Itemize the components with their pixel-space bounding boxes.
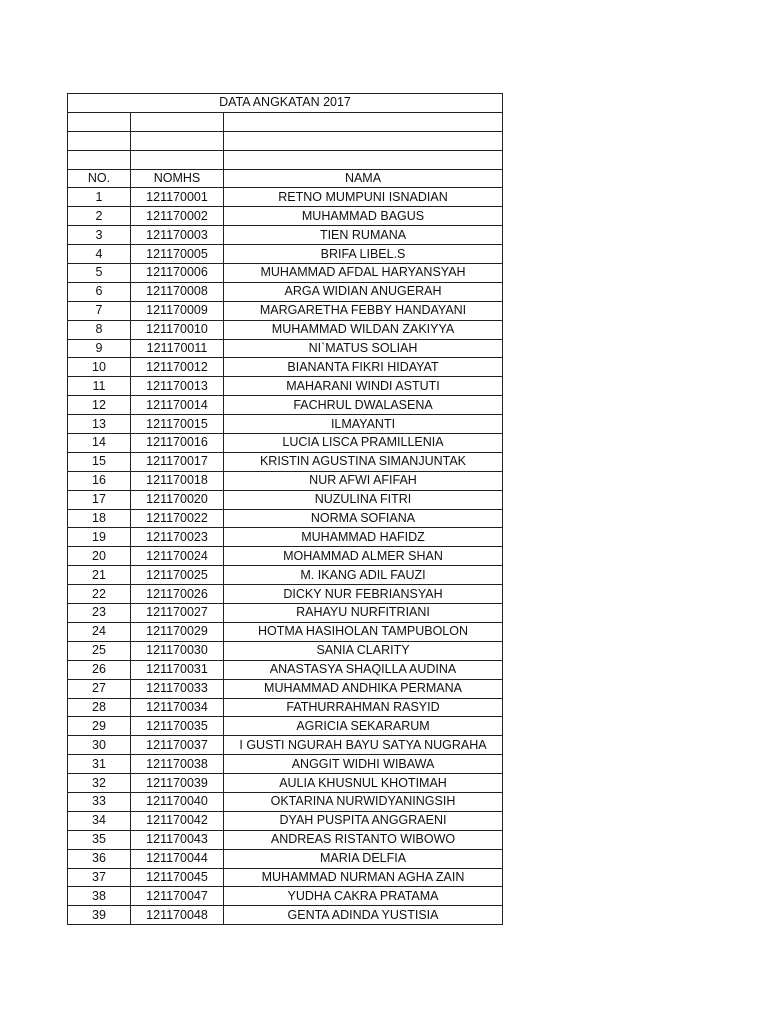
cell-no: 2 <box>68 207 131 226</box>
cell-no: 28 <box>68 698 131 717</box>
cell-nomhs: 121170031 <box>131 660 224 679</box>
cell-nomhs: 121170033 <box>131 679 224 698</box>
table-row <box>68 226 503 245</box>
empty-cell <box>68 131 131 150</box>
cell-no: 5 <box>68 264 131 283</box>
table-row <box>68 415 503 434</box>
cell-nomhs: 121170040 <box>131 792 224 811</box>
cell-nama: FATHURRAHMAN RASYID <box>224 698 503 717</box>
cell-no: 25 <box>68 641 131 660</box>
cell-nomhs: 121170006 <box>131 264 224 283</box>
table-row <box>68 434 503 453</box>
cell-nomhs: 121170010 <box>131 320 224 339</box>
header-no: NO. <box>68 169 131 188</box>
cell-nama: OKTARINA NURWIDYANINGSIH <box>224 792 503 811</box>
cell-no: 12 <box>68 396 131 415</box>
cell-no: 7 <box>68 301 131 320</box>
table-row <box>68 396 503 415</box>
cell-nomhs: 121170018 <box>131 471 224 490</box>
cell-nama: NI`MATUS SOLIAH <box>224 339 503 358</box>
table-row <box>68 849 503 868</box>
cell-nama: LUCIA LISCA PRAMILLENIA <box>224 434 503 453</box>
cell-nama: ANDREAS RISTANTO WIBOWO <box>224 830 503 849</box>
cell-no: 36 <box>68 849 131 868</box>
cell-no: 22 <box>68 585 131 604</box>
cell-nomhs: 121170024 <box>131 547 224 566</box>
table-row <box>68 547 503 566</box>
cell-nama: M. IKANG ADIL FAUZI <box>224 566 503 585</box>
cell-nama: BIANANTA FIKRI HIDAYAT <box>224 358 503 377</box>
table-row <box>68 264 503 283</box>
cell-nomhs: 121170009 <box>131 301 224 320</box>
cell-no: 14 <box>68 434 131 453</box>
table-row <box>68 868 503 887</box>
cell-nama: YUDHA CAKRA PRATAMA <box>224 887 503 906</box>
cell-nama: AGRICIA SEKARARUM <box>224 717 503 736</box>
table-row <box>68 377 503 396</box>
table-row <box>68 717 503 736</box>
empty-cell <box>224 112 503 131</box>
cell-no: 32 <box>68 774 131 793</box>
empty-cell <box>224 150 503 169</box>
table-row <box>68 622 503 641</box>
cell-no: 23 <box>68 604 131 623</box>
cell-nama: MAHARANI WINDI ASTUTI <box>224 377 503 396</box>
cell-nomhs: 121170038 <box>131 755 224 774</box>
table-row <box>68 301 503 320</box>
cell-nama: ANASTASYA SHAQILLA AUDINA <box>224 660 503 679</box>
empty-row <box>68 112 503 131</box>
cell-nama: ANGGIT WIDHI WIBAWA <box>224 755 503 774</box>
cell-nomhs: 121170002 <box>131 207 224 226</box>
cell-no: 26 <box>68 660 131 679</box>
cell-nama: MUHAMMAD NURMAN AGHA ZAIN <box>224 868 503 887</box>
cell-nomhs: 121170045 <box>131 868 224 887</box>
cell-nama: HOTMA HASIHOLAN TAMPUBOLON <box>224 622 503 641</box>
cell-no: 29 <box>68 717 131 736</box>
student-table <box>67 93 503 925</box>
cell-no: 39 <box>68 906 131 925</box>
header-nomhs: NOMHS <box>131 169 224 188</box>
cell-nomhs: 121170022 <box>131 509 224 528</box>
header-row <box>68 169 503 188</box>
cell-nomhs: 121170044 <box>131 849 224 868</box>
cell-no: 8 <box>68 320 131 339</box>
cell-no: 1 <box>68 188 131 207</box>
cell-nomhs: 121170035 <box>131 717 224 736</box>
cell-nomhs: 121170017 <box>131 452 224 471</box>
cell-nomhs: 121170023 <box>131 528 224 547</box>
cell-nomhs: 121170043 <box>131 830 224 849</box>
cell-nama: DYAH PUSPITA ANGGRAENI <box>224 811 503 830</box>
cell-nomhs: 121170020 <box>131 490 224 509</box>
cell-nama: MARGARETHA FEBBY HANDAYANI <box>224 301 503 320</box>
cell-nama: NORMA SOFIANA <box>224 509 503 528</box>
table-row <box>68 604 503 623</box>
cell-nomhs: 121170015 <box>131 415 224 434</box>
empty-cell <box>131 112 224 131</box>
cell-nomhs: 121170003 <box>131 226 224 245</box>
cell-no: 9 <box>68 339 131 358</box>
cell-no: 24 <box>68 622 131 641</box>
cell-nama: DICKY NUR FEBRIANSYAH <box>224 585 503 604</box>
table-row <box>68 585 503 604</box>
cell-nama: I GUSTI NGURAH BAYU SATYA NUGRAHA <box>224 736 503 755</box>
table-row <box>68 339 503 358</box>
cell-nama: KRISTIN AGUSTINA SIMANJUNTAK <box>224 452 503 471</box>
table-row <box>68 490 503 509</box>
empty-cell <box>131 150 224 169</box>
table-row <box>68 811 503 830</box>
cell-nomhs: 121170005 <box>131 245 224 264</box>
table-row <box>68 207 503 226</box>
table-row <box>68 887 503 906</box>
cell-no: 16 <box>68 471 131 490</box>
empty-cell <box>68 112 131 131</box>
cell-no: 20 <box>68 547 131 566</box>
cell-no: 27 <box>68 679 131 698</box>
cell-no: 15 <box>68 452 131 471</box>
table-row <box>68 509 503 528</box>
empty-cell <box>224 131 503 150</box>
cell-nomhs: 121170047 <box>131 887 224 906</box>
cell-nama: MUHAMMAD ANDHIKA PERMANA <box>224 679 503 698</box>
table-row <box>68 774 503 793</box>
table-row <box>68 282 503 301</box>
cell-nomhs: 121170037 <box>131 736 224 755</box>
table-row <box>68 358 503 377</box>
empty-cell <box>131 131 224 150</box>
cell-nama: MUHAMMAD WILDAN ZAKIYYA <box>224 320 503 339</box>
cell-nama: FACHRUL DWALASENA <box>224 396 503 415</box>
cell-nomhs: 121170001 <box>131 188 224 207</box>
cell-nama: MOHAMMAD ALMER SHAN <box>224 547 503 566</box>
table-row <box>68 188 503 207</box>
cell-no: 37 <box>68 868 131 887</box>
cell-nomhs: 121170008 <box>131 282 224 301</box>
cell-nomhs: 121170016 <box>131 434 224 453</box>
cell-nama: RAHAYU NURFITRIANI <box>224 604 503 623</box>
cell-nomhs: 121170029 <box>131 622 224 641</box>
cell-no: 11 <box>68 377 131 396</box>
title-row <box>68 94 503 113</box>
cell-nomhs: 121170014 <box>131 396 224 415</box>
cell-nomhs: 121170042 <box>131 811 224 830</box>
cell-no: 3 <box>68 226 131 245</box>
cell-no: 33 <box>68 792 131 811</box>
cell-nama: NUR AFWI AFIFAH <box>224 471 503 490</box>
table-row <box>68 679 503 698</box>
cell-nama: MUHAMMAD BAGUS <box>224 207 503 226</box>
table-row <box>68 698 503 717</box>
table-row <box>68 641 503 660</box>
cell-nama: BRIFA LIBEL.S <box>224 245 503 264</box>
cell-nomhs: 121170027 <box>131 604 224 623</box>
cell-no: 21 <box>68 566 131 585</box>
cell-nama: AULIA KHUSNUL KHOTIMAH <box>224 774 503 793</box>
table-row <box>68 452 503 471</box>
table-row <box>68 320 503 339</box>
cell-nama: MUHAMMAD AFDAL HARYANSYAH <box>224 264 503 283</box>
table-row <box>68 566 503 585</box>
cell-no: 30 <box>68 736 131 755</box>
cell-nomhs: 121170039 <box>131 774 224 793</box>
cell-nama: SANIA CLARITY <box>224 641 503 660</box>
cell-nama: TIEN RUMANA <box>224 226 503 245</box>
cell-nama: NUZULINA FITRI <box>224 490 503 509</box>
table-row <box>68 830 503 849</box>
cell-nama: MARIA DELFIA <box>224 849 503 868</box>
cell-no: 10 <box>68 358 131 377</box>
cell-no: 18 <box>68 509 131 528</box>
cell-no: 31 <box>68 755 131 774</box>
table-row <box>68 528 503 547</box>
cell-no: 17 <box>68 490 131 509</box>
table-row <box>68 245 503 264</box>
table-row <box>68 471 503 490</box>
table-row <box>68 736 503 755</box>
cell-no: 4 <box>68 245 131 264</box>
cell-nama: ILMAYANTI <box>224 415 503 434</box>
table-title: DATA ANGKATAN 2017 <box>68 94 503 113</box>
cell-no: 6 <box>68 282 131 301</box>
cell-nomhs: 121170013 <box>131 377 224 396</box>
cell-nomhs: 121170034 <box>131 698 224 717</box>
cell-no: 35 <box>68 830 131 849</box>
cell-nama: GENTA ADINDA YUSTISIA <box>224 906 503 925</box>
cell-nomhs: 121170011 <box>131 339 224 358</box>
cell-no: 38 <box>68 887 131 906</box>
cell-nomhs: 121170012 <box>131 358 224 377</box>
empty-row <box>68 150 503 169</box>
cell-nomhs: 121170030 <box>131 641 224 660</box>
empty-cell <box>68 150 131 169</box>
table-row <box>68 906 503 925</box>
table-row <box>68 660 503 679</box>
cell-nomhs: 121170025 <box>131 566 224 585</box>
cell-nama: RETNO MUMPUNI ISNADIAN <box>224 188 503 207</box>
header-nama: NAMA <box>224 169 503 188</box>
cell-nama: MUHAMMAD HAFIDZ <box>224 528 503 547</box>
cell-nomhs: 121170048 <box>131 906 224 925</box>
cell-no: 19 <box>68 528 131 547</box>
cell-nomhs: 121170026 <box>131 585 224 604</box>
table-row <box>68 755 503 774</box>
table-row <box>68 792 503 811</box>
cell-nama: ARGA WIDIAN ANUGERAH <box>224 282 503 301</box>
cell-no: 34 <box>68 811 131 830</box>
cell-no: 13 <box>68 415 131 434</box>
empty-row <box>68 131 503 150</box>
